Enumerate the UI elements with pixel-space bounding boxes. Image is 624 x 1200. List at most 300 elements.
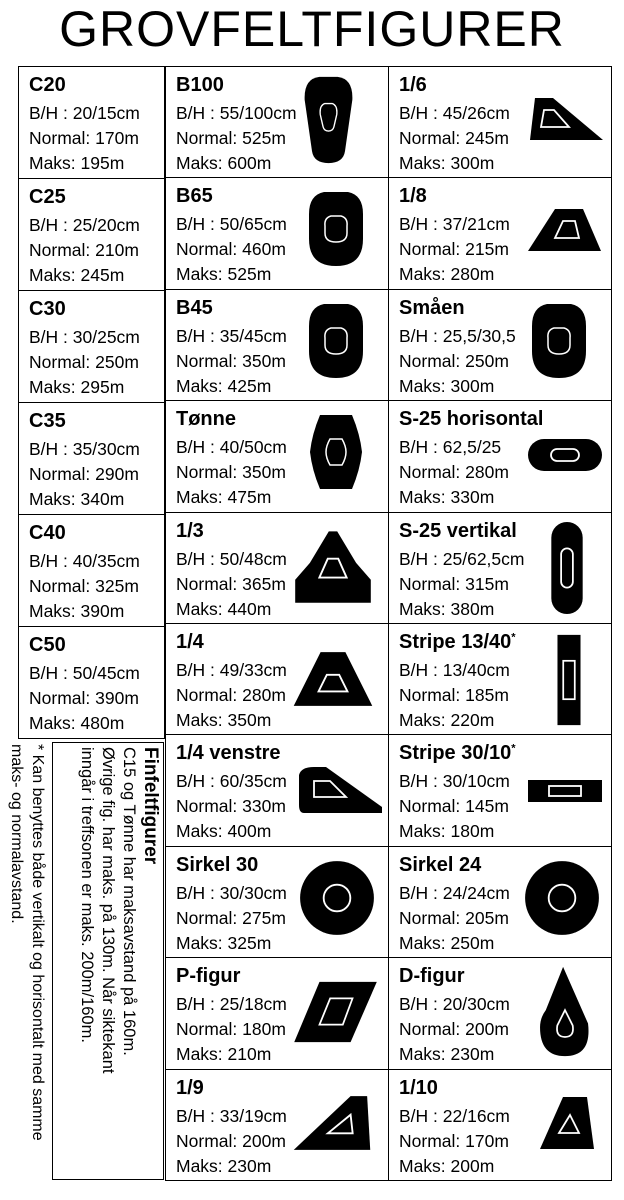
figure-size-line [176,882,287,903]
figure-normal-line [176,464,286,482]
normal-label: Normal: [399,573,466,594]
max-label: Maks: [399,1044,451,1065]
figure-max-line [29,603,124,621]
normal-value: 205m [465,907,509,928]
normal-label: Normal: [399,350,466,371]
figure-name-text: 1/8 [399,185,427,208]
normal-label: Normal: [399,1019,466,1040]
figure-max-line [29,715,124,733]
figure-max-line [176,266,271,284]
size-label: B/H : [176,103,220,123]
normal-value: 350m [242,462,286,483]
size-label: B/H : [176,437,220,458]
figure-max-line [399,823,494,841]
figure-cell-p-figur [165,957,389,1069]
figure-name [29,523,66,543]
normal-label: Normal: [176,350,243,371]
size-label: B/H : [29,551,73,571]
figure-cell-sm-en [388,289,612,401]
figure-max-line [29,379,124,397]
figure-name [176,186,213,206]
figure-name [399,186,427,206]
figure-normal-line [176,130,286,148]
circle-30-icon [296,857,378,939]
max-value: 195m [80,153,125,173]
figure-size-line [399,439,501,457]
footnote-line: maks- og normalavstand. [8,744,25,924]
s25-vertical-icon [547,519,587,617]
footnote-marker: * [511,742,516,755]
circle-24-icon [521,857,603,939]
figure-cell-b65 [165,177,389,289]
normal-label: Normal: [399,239,466,260]
normal-label: Normal: [399,128,466,148]
figure-normal-line [176,573,286,594]
max-value: 480m [80,713,125,733]
size-value: 35/30cm [72,439,140,459]
max-value: 180m [450,821,495,842]
size-value: 30/10cm [442,771,510,792]
figure-name-text: S-25 horisontal [399,408,544,431]
max-label: Maks: [29,377,81,397]
normal-value: 250m [465,350,509,371]
figure-name-text: Tønne [176,408,236,431]
figure-max-line [176,932,272,953]
fine-figures-line: C15 og Tønne har maksavstand på 160m. [120,747,138,1056]
max-value: 250m [450,932,495,953]
b65-icon [306,188,366,270]
figure-name-text: B45 [176,296,213,319]
figure-max-line [399,489,494,507]
figure-size-line [176,662,287,680]
figure-name [399,966,465,986]
figure-normal-line [399,130,509,148]
figure-name [176,298,213,318]
figure-name-text: C35 [29,410,66,432]
figure-name [176,521,204,541]
size-value: 13/40cm [442,660,510,680]
max-value: 440m [227,598,272,619]
size-label: B/H : [176,548,220,569]
figure-name [176,409,236,429]
figure-cell-stripe-13-40 [388,623,612,735]
figure-size-line [176,216,287,234]
size-label: B/H : [176,214,220,235]
figure-cell-s-25-vertikal [388,512,612,624]
figure-normal-line [399,1130,509,1151]
size-label: B/H : [29,663,73,683]
figure-name-text: B100 [176,74,224,96]
max-value: 400m [227,821,272,842]
stripe-13-40-icon [549,632,589,728]
figure-name [399,298,465,318]
figure-size-line [399,882,510,903]
figure-name [399,855,481,875]
size-value: 49/33cm [219,660,287,680]
page-title: GROVFELTFIGURER [59,1,565,57]
figure-max-line [29,155,124,173]
size-value: 30/30cm [219,882,287,903]
size-label: B/H : [29,327,73,347]
figure-normal-line [176,1130,286,1151]
size-label: B/H : [176,882,220,903]
figure-name-text: 1/3 [176,519,204,542]
figure-cell-1-4 [165,623,389,735]
figure-name-text: 1/9 [176,1076,204,1099]
normal-value: 200m [465,1019,509,1040]
max-label: Maks: [399,598,451,619]
normal-value: 330m [242,796,286,817]
size-value: 50/65cm [219,214,287,235]
figure-size-line [29,441,140,459]
figure-size-line [399,548,525,569]
fine-figures-heading: Finfeltfigurer [140,747,161,865]
max-value: 295m [80,377,125,397]
normal-value: 365m [242,573,286,594]
figure-name [176,966,240,986]
normal-value: 390m [95,688,139,708]
figure-max-line [399,155,494,173]
figure-cell-b100 [165,66,389,178]
size-value: 25/18cm [219,994,287,1015]
max-value: 230m [227,1155,272,1176]
max-value: 245m [80,265,125,285]
size-value: 62,5/25 [442,437,502,458]
max-label: Maks: [29,153,81,173]
figure-name-text: C25 [29,186,66,208]
figure-cell-c20 [18,66,165,179]
figure-cell-b45 [165,289,389,401]
figure-cell-stripe-30-10 [388,734,612,846]
figure-normal-line [176,907,286,928]
size-label: B/H : [176,771,220,792]
size-label: B/H : [399,214,443,235]
figure-cell-d-figur [388,957,612,1069]
size-value: 20/15cm [72,103,140,123]
figure-name [176,1078,204,1098]
normal-value: 280m [242,685,286,705]
normal-label: Normal: [176,907,243,928]
size-label: B/H : [176,660,220,680]
normal-label: Normal: [399,462,466,483]
normal-label: Normal: [29,128,96,148]
normal-label: Normal: [176,796,243,817]
figure-size-line [29,217,140,235]
figure-name [399,632,516,652]
figure-max-line [176,823,271,841]
figure-normal-line [399,907,509,928]
figure-size-line [176,548,287,569]
max-value: 300m [450,153,495,173]
figure-name-text: Stripe 13/40 [399,631,512,653]
figure-normal-line [399,798,509,816]
size-label: B/H : [399,437,443,458]
size-value: 25,5/30,5 [442,325,516,346]
normal-label: Normal: [176,239,243,260]
normal-label: Normal: [176,128,243,148]
size-label: B/H : [29,439,73,459]
figure-size-line [29,665,140,683]
figure-size-line [176,325,287,346]
normal-value: 525m [242,128,286,148]
figure-name-text: B65 [176,185,213,208]
max-label: Maks: [176,153,228,173]
size-label: B/H : [399,771,443,792]
size-value: 40/50cm [219,437,287,458]
figure-size-line [29,329,140,347]
figure-max-line [399,1046,494,1064]
one-tenth-icon [537,1092,597,1154]
figure-size-line [399,662,510,680]
max-label: Maks: [29,489,81,509]
figure-cell-1-8 [388,177,612,289]
normal-label: Normal: [176,462,243,483]
figure-normal-line [399,687,509,705]
max-value: 380m [450,598,495,619]
figure-name [29,411,66,431]
max-label: Maks: [29,601,81,621]
size-value: 40/35cm [72,551,140,571]
max-label: Maks: [176,710,228,730]
figure-max-line [176,712,271,730]
normal-label: Normal: [399,907,466,928]
figure-normal-line [399,350,509,371]
figure-name [29,299,66,319]
figure-normal-line [399,1021,509,1039]
figure-name-text: C40 [29,522,66,544]
size-label: B/H : [399,660,443,680]
figure-name-text: Småen [399,296,465,319]
figure-normal-line [29,242,139,260]
tonne-icon [306,411,366,493]
normal-value: 280m [465,462,509,483]
figure-size-line [399,1105,510,1126]
figure-name-text: Stripe 30/10 [399,742,512,765]
normal-value: 315m [465,573,509,594]
size-value: 45/26cm [442,103,510,123]
size-value: 35/45cm [219,325,287,346]
figure-normal-line [399,573,509,594]
size-label: B/H : [399,1105,443,1126]
figure-max-line [29,491,124,509]
size-value: 33/19cm [219,1105,287,1126]
figure-name-text: 1/6 [399,74,427,96]
figure-cell-t-nne [165,400,389,512]
figure-name [399,1078,438,1098]
normal-value: 350m [242,350,286,371]
figure-normal-line [29,690,139,708]
size-label: B/H : [399,882,443,903]
figure-cell-s-25-horisontal [388,400,612,512]
figure-name [29,75,66,95]
figure-normal-line [176,1021,286,1039]
fine-figures-box [52,742,164,1180]
normal-value: 460m [242,239,286,260]
normal-value: 275m [242,907,286,928]
size-value: 25/62,5cm [442,548,525,569]
figure-name-text: D-figur [399,965,465,988]
figure-name [176,75,224,95]
figure-size-line [29,105,140,123]
figure-cell-c50 [18,626,165,739]
figure-cell-sirkel-30 [165,846,389,958]
figure-name [29,187,66,207]
size-label: B/H : [176,1105,220,1126]
max-value: 280m [450,264,495,285]
figure-max-line [176,155,271,173]
max-value: 475m [227,487,272,508]
figure-name-text: 1/4 venstre [176,742,281,765]
figure-normal-line [176,241,286,259]
max-value: 220m [450,710,495,730]
normal-label: Normal: [399,796,466,817]
fine-figures-line: Øvrige fig. har maks. på 130m. Når siktekant [99,747,117,1074]
figure-normal-line [176,687,286,705]
d-figure-icon [535,964,595,1060]
normal-value: 325m [95,576,139,596]
smaaen-icon [529,300,589,382]
figure-max-line [176,1155,272,1176]
figure-normal-line [399,241,509,259]
max-value: 340m [80,489,125,509]
normal-label: Normal: [176,573,243,594]
normal-label: Normal: [176,1019,243,1040]
figure-size-line [176,439,287,457]
normal-label: Normal: [29,576,96,596]
figure-name [176,632,204,652]
normal-label: Normal: [176,1130,243,1151]
size-value: 20/30cm [442,994,510,1015]
figure-cell-1-4-venstre [165,734,389,846]
max-label: Maks: [176,487,228,508]
size-value: 60/35cm [219,771,287,792]
figure-cell-c25 [18,178,165,291]
b100-icon [301,69,356,171]
figure-size-line [399,216,510,234]
max-label: Maks: [176,1155,228,1176]
figure-max-line [399,598,495,619]
max-value: 525m [227,264,272,285]
normal-label: Normal: [176,685,243,705]
size-label: B/H : [399,325,443,346]
figure-max-line [399,932,495,953]
figure-size-line [176,773,287,791]
figure-size-line [176,105,297,123]
size-label: B/H : [399,994,443,1015]
figure-cell-sirkel-24 [388,846,612,958]
one-quarter-left-icon [296,761,386,816]
max-value: 425m [227,375,272,396]
size-value: 22/16cm [442,1105,510,1126]
figure-normal-line [399,464,509,482]
max-label: Maks: [176,932,228,953]
figure-normal-line [29,578,139,596]
figure-normal-line [29,354,139,372]
max-value: 230m [450,1044,495,1065]
normal-label: Normal: [29,464,96,484]
figure-name-text: C20 [29,74,66,96]
figure-size-line [176,1105,287,1126]
size-label: B/H : [29,215,73,235]
size-value: 25/20cm [72,215,140,235]
max-label: Maks: [399,932,451,953]
max-label: Maks: [399,710,451,730]
normal-label: Normal: [399,1130,466,1151]
figure-name [399,521,517,541]
footnote-marker: * [511,631,516,644]
figure-max-line [399,1155,495,1176]
stripe-30-10-icon [525,775,605,805]
normal-value: 245m [465,128,509,148]
max-value: 200m [450,1155,495,1176]
figure-max-line [176,1046,271,1064]
max-value: 300m [450,375,495,396]
footnote-line: * Kan benyttes både vertikalt og horisontalt med samme [29,744,46,1141]
max-label: Maks: [399,487,451,508]
figure-normal-line [176,350,286,371]
max-label: Maks: [176,264,228,285]
figure-normal-line [29,466,139,484]
max-label: Maks: [399,153,451,173]
figure-name [176,855,258,875]
max-value: 325m [227,932,272,953]
figure-size-line [399,105,510,123]
figure-size-line [176,996,287,1014]
one-sixth-icon [527,93,607,145]
normal-label: Normal: [29,240,96,260]
figure-cell-1-10 [388,1069,612,1181]
normal-value: 200m [242,1130,286,1151]
max-value: 390m [80,601,125,621]
normal-value: 250m [95,352,139,372]
figure-name [399,409,543,429]
normal-value: 180m [242,1019,286,1040]
figure-size-line [29,553,140,571]
normal-value: 145m [465,796,509,817]
figure-name-text: C30 [29,298,66,320]
figure-normal-line [176,798,286,816]
figure-max-line [399,375,495,396]
max-label: Maks: [29,713,81,733]
normal-value: 290m [95,464,139,484]
b45-icon [306,300,366,382]
p-figure-icon [292,978,380,1046]
size-value: 30/25cm [72,327,140,347]
size-value: 55/100cm [219,103,297,123]
normal-value: 170m [465,1130,509,1151]
figure-normal-line [29,130,139,148]
figure-name [176,743,281,763]
size-label: B/H : [29,103,73,123]
figure-cell-1-9 [165,1069,389,1181]
normal-value: 185m [465,685,509,705]
size-label: B/H : [176,994,220,1015]
figure-cell-c30 [18,290,165,403]
figure-name-text: P-figur [176,965,241,988]
figure-max-line [399,266,494,284]
size-label: B/H : [399,548,443,569]
max-label: Maks: [176,821,228,842]
normal-value: 210m [95,240,139,260]
size-value: 50/45cm [72,663,140,683]
figure-name-text: 1/10 [399,1076,438,1099]
one-eighth-icon [525,204,605,256]
size-value: 24/24cm [442,882,510,903]
figure-max-line [176,489,271,507]
normal-label: Normal: [399,685,466,705]
figure-cell-1-6 [388,66,612,178]
max-label: Maks: [176,598,228,619]
